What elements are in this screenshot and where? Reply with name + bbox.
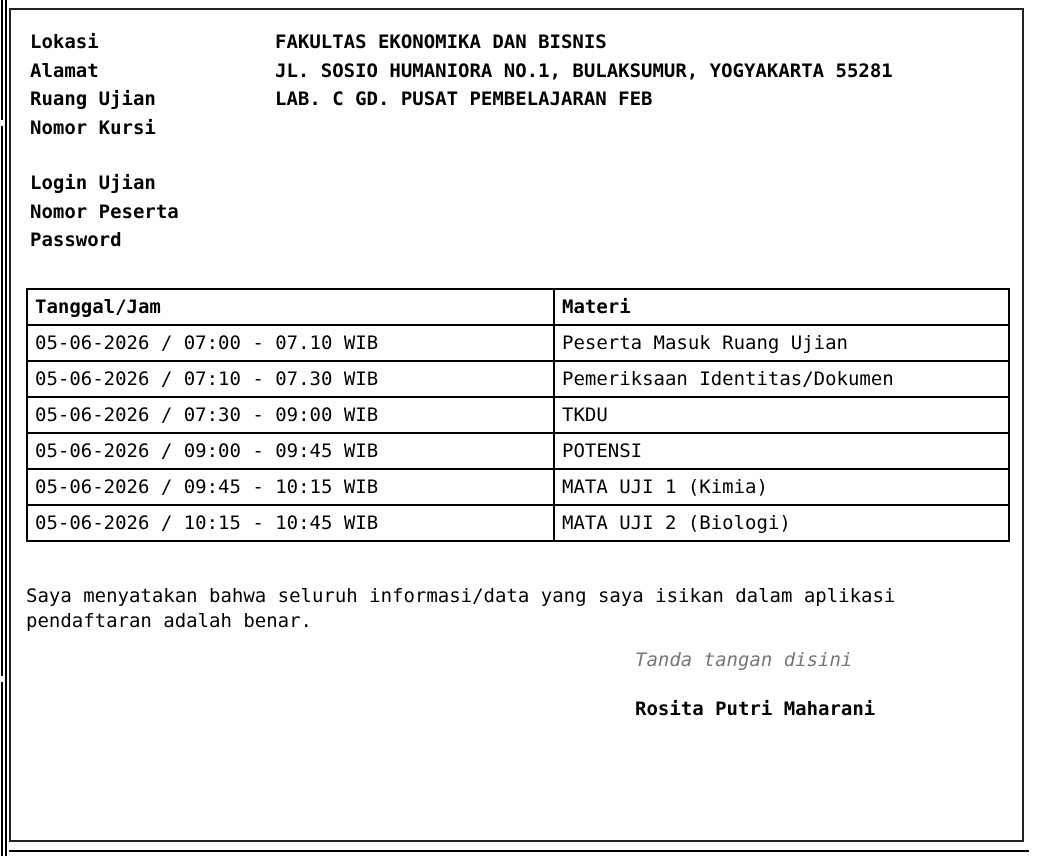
table-row	[27, 505, 1009, 541]
login-row-nomor-peserta	[30, 198, 893, 227]
cell-datetime: 05-06-2026 / 09:00 - 09:45 WIB	[27, 433, 554, 469]
info-label: Alamat	[30, 59, 99, 82]
cell-datetime: 05-06-2026 / 09:45 - 10:15 WIB	[27, 469, 554, 505]
cell-materi: MATA UJI 1 (Kimia)	[554, 469, 1009, 505]
info-label: Ruang Ujian	[30, 88, 156, 110]
left-edge-line-1	[1, 0, 3, 120]
login-label: Login Ujian	[30, 172, 156, 194]
cell-datetime: 05-06-2026 / 07:30 - 09:00 WIB	[27, 397, 554, 433]
info-label: Lokasi	[30, 31, 99, 53]
header-tanggal-jam: Tanggal/Jam	[27, 289, 554, 325]
schedule-table	[26, 288, 1010, 542]
cell-datetime: 05-06-2026 / 07:10 - 07.30 WIB	[27, 361, 554, 397]
cell-materi: Peserta Masuk Ruang Ujian	[554, 325, 1009, 361]
login-row-password	[30, 226, 893, 255]
left-edge-line-4	[5, 0, 7, 856]
info-row-nomor-kursi	[30, 114, 893, 143]
login-label: Password	[30, 229, 122, 251]
info-value: LAB. C GD. PUSAT PEMBELAJARAN FEB	[275, 88, 653, 110]
login-label: Nomor Peserta	[30, 200, 179, 223]
cell-materi: Pemeriksaan Identitas/Dokumen	[554, 361, 1009, 397]
schedule-header-row	[27, 289, 1009, 325]
left-edge-line-3	[1, 682, 3, 856]
table-row	[27, 325, 1009, 361]
info-label: Nomor Kursi	[30, 116, 156, 139]
info-row-lokasi	[30, 28, 893, 57]
signature-placeholder: Tanda tangan disini	[635, 649, 853, 671]
table-row	[27, 433, 1009, 469]
declaration-statement: Saya menyatakan bahwa seluruh informasi/data yang saya isikan dalam aplikasi pendaftaran adalah benar.	[26, 585, 907, 632]
cell-materi: POTENSI	[554, 433, 1009, 469]
bottom-edge-line	[9, 850, 1029, 852]
signer-name: Rosita Putri Maharani	[635, 698, 876, 720]
table-row	[27, 397, 1009, 433]
table-row	[27, 361, 1009, 397]
info-value: FAKULTAS EKONOMIKA DAN BISNIS	[275, 31, 607, 53]
exam-info-block	[30, 28, 893, 255]
cell-materi: TKDU	[554, 397, 1009, 433]
header-materi: Materi	[554, 289, 1009, 325]
cell-datetime: 05-06-2026 / 10:15 - 10:45 WIB	[27, 505, 554, 541]
cell-datetime: 05-06-2026 / 07:00 - 07.10 WIB	[27, 325, 554, 361]
left-edge-line-2	[1, 126, 3, 676]
login-row-login-ujian	[30, 169, 893, 198]
table-row	[27, 469, 1009, 505]
info-row-ruang-ujian	[30, 85, 893, 114]
cell-materi: MATA UJI 2 (Biologi)	[554, 505, 1009, 541]
info-value: JL. SOSIO HUMANIORA NO.1, BULAKSUMUR, YOGYAKARTA 55281	[275, 59, 893, 82]
info-row-alamat	[30, 57, 893, 86]
